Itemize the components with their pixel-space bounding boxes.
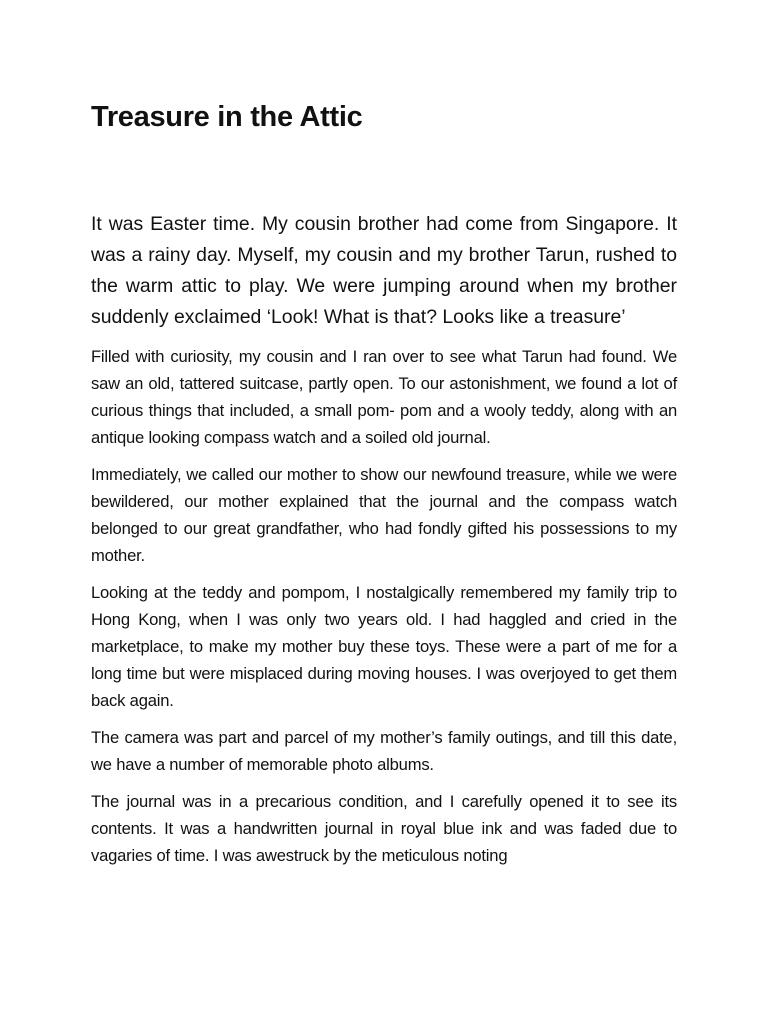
paragraph-intro: It was Easter time. My cousin brother had come from Singapore. It was a rainy day. Myself, my cousin and my brother Tarun, rushed to the warm attic to play. We were jumping around when my brother suddenly exclaimed ‘Look! What is that? Looks like a treasure’ xyxy=(91,213,677,328)
paragraph: Filled with curiosity, my cousin and I ran over to see what Tarun had found. We saw an old, tattered suitcase, partly open. To our astonishment, we found a lot of curious things that included, a small pom- pom and a wooly teddy, along with an antique looking compass watch and a soiled old journal. xyxy=(91,347,677,447)
paragraph: Immediately, we called our mother to show our newfound treasure, while we were bewildered, our mother explained that the journal and the compass watch belonged to our great grandfather, who had fondly gifted his possessions to my mother. xyxy=(91,465,677,565)
document-body xyxy=(91,209,677,879)
paragraph: The camera was part and parcel of my mother’s family outings, and till this date, we have a number of memorable photo albums. xyxy=(91,728,677,774)
paragraph: The journal was in a precarious condition, and I carefully opened it to see its contents. It was a handwritten journal in royal blue ink and was faded due to vagaries of time. I was awestruck by the meticulous noting xyxy=(91,792,677,865)
paragraph: Looking at the teddy and pompom, I nostalgically remembered my family trip to Hong Kong, when I was only two years old. I had haggled and cried in the marketplace, to make my mother buy these toys. These were a part of me for a long time but were misplaced during moving houses. I was overjoyed to get them back again. xyxy=(91,583,677,710)
document-title: Treasure in the Attic xyxy=(91,101,363,133)
